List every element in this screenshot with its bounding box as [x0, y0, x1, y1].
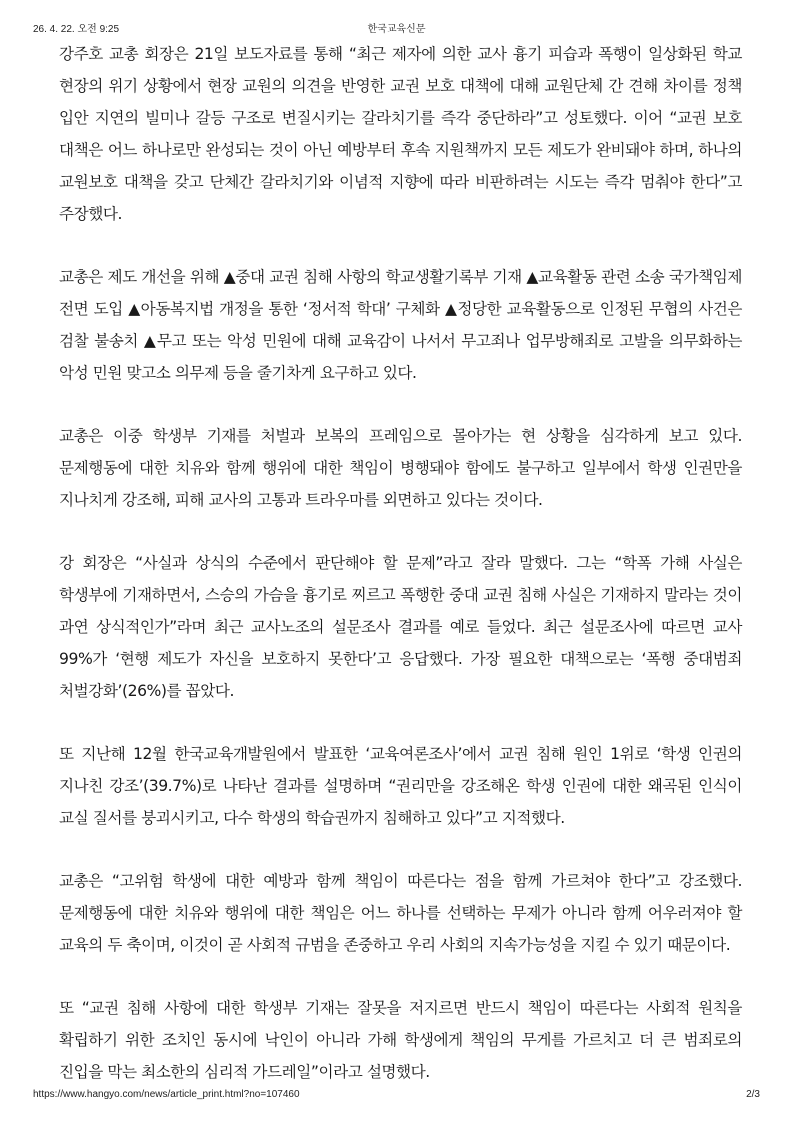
print-date-time: 26. 4. 22. 오전 9:25 [33, 24, 120, 35]
article-paragraph: 교총은 제도 개선을 위해 ▲중대 교권 침해 사항의 학교생활기록부 기재 ▲교육활동 관련 소송 국가책임제 전면 도입 ▲아동복지법 개정을 통한 ‘정서적 학대’ 구체화 ▲정당한 교육활동으로 인정된 무협의 사건은 검찰 불송치 ▲무고 또는 악성 민원에 대해 교육감이 나서서 무고죄나 업무방해죄로 고발을 의무화하는 악성 민원 맞고소 의무제 등을 줄기차게 요구하고 있다. [59, 268, 742, 382]
article-paragraph: 교총은 이중 학생부 기재를 처벌과 보복의 프레임으로 몰아가는 현 상황을 심각하게 보고 있다. 문제행동에 대한 치유와 함께 행위에 대한 책임이 병행돼야 함에도 불구하고 일부에서 학생 인권만을 지나치게 강조해, 피해 교사의 고통과 트라우마를 외면하고 있다는 것이다. [59, 427, 742, 509]
article-paragraph: 또 지난해 12월 한국교육개발원에서 발표한 ‘교육여론조사’에서 교권 침해 원인 1위로 ‘학생 인권의 지나친 강조’(39.7%)로 나타난 결과를 설명하며 “권리만을 강조해온 학생 인권에 대한 왜곡된 인식이 교실 질서를 붕괴시키고, 다수 학생의 학습권까지 침해하고 있다”고 지적했다. [59, 745, 742, 827]
article-body [59, 38, 742, 1088]
article-paragraph: 또 “교권 침해 사항에 대한 학생부 기재는 잘못을 저지르면 반드시 책임이 따른다는 사회적 원칙을 확립하기 위한 조치인 동시에 낙인이 아니라 가해 학생에게 책임의 무게를 가르치고 더 큰 범죄로의 진입을 막는 최소한의 심리적 가드레일”이라고 설명했다. [59, 999, 742, 1081]
print-source-url: https://www.hangyo.com/news/article_print.html?no=107460 [33, 1089, 300, 1100]
article-paragraph: 강주호 교총 회장은 21일 보도자료를 통해 “최근 제자에 의한 교사 흉기 피습과 폭행이 일상화된 학교 현장의 위기 상황에서 현장 교원의 의견을 반영한 교권 보호 대책에 대해 교원단체 간 견해 차이를 정책 입안 지연의 빌미나 갈등 구조로 변질시키는 갈라치기를 즉각 중단하라”고 성토했다. 이어 “교권 보호 대책은 어느 하나로만 완성되는 것이 아닌 예방부터 후속 지원책까지 모든 제도가 완비돼야 하며, 하나의 교원보호 대책을 갖고 단체간 갈라치기와 이념적 지향에 따라 비판하려는 시도는 즉각 멈춰야 한다”고 주장했다. [59, 45, 742, 223]
article-paragraph: 교총은 “고위험 학생에 대한 예방과 함께 책임이 따른다는 점을 함께 가르쳐야 한다”고 강조했다. 문제행동에 대한 치유와 행위에 대한 책임은 어느 하나를 선택하는 무제가 아니라 함께 어우러져야 할 교육의 두 축이며, 이것이 곧 사회적 규범을 존중하고 우리 사회의 지속가능성을 지킬 수 있기 때문이다. [59, 872, 742, 954]
print-footer [0, 1087, 793, 1117]
print-header [0, 0, 793, 40]
print-site-title: 한국교육신문 [367, 24, 426, 35]
page-number: 2/3 [746, 1089, 760, 1100]
article-paragraph: 강 회장은 “사실과 상식의 수준에서 판단해야 할 문제”라고 잘라 말했다. 그는 “학폭 가해 사실은 학생부에 기재하면서, 스승의 가슴을 흉기로 찌르고 폭행한 중대 교권 침해 사실은 기재하지 말라는 것이 과연 상식적인가”라며 최근 교사노조의 설문조사 결과를 예로 들었다. 최근 설문조사에 따르면 교사 99%가 ‘현행 제도가 자신을 보호하지 못한다’고 응답했다. 가장 필요한 대책으로는 ‘폭행 중대범죄 처벌강화’(26%)를 꼽았다. [59, 554, 742, 700]
